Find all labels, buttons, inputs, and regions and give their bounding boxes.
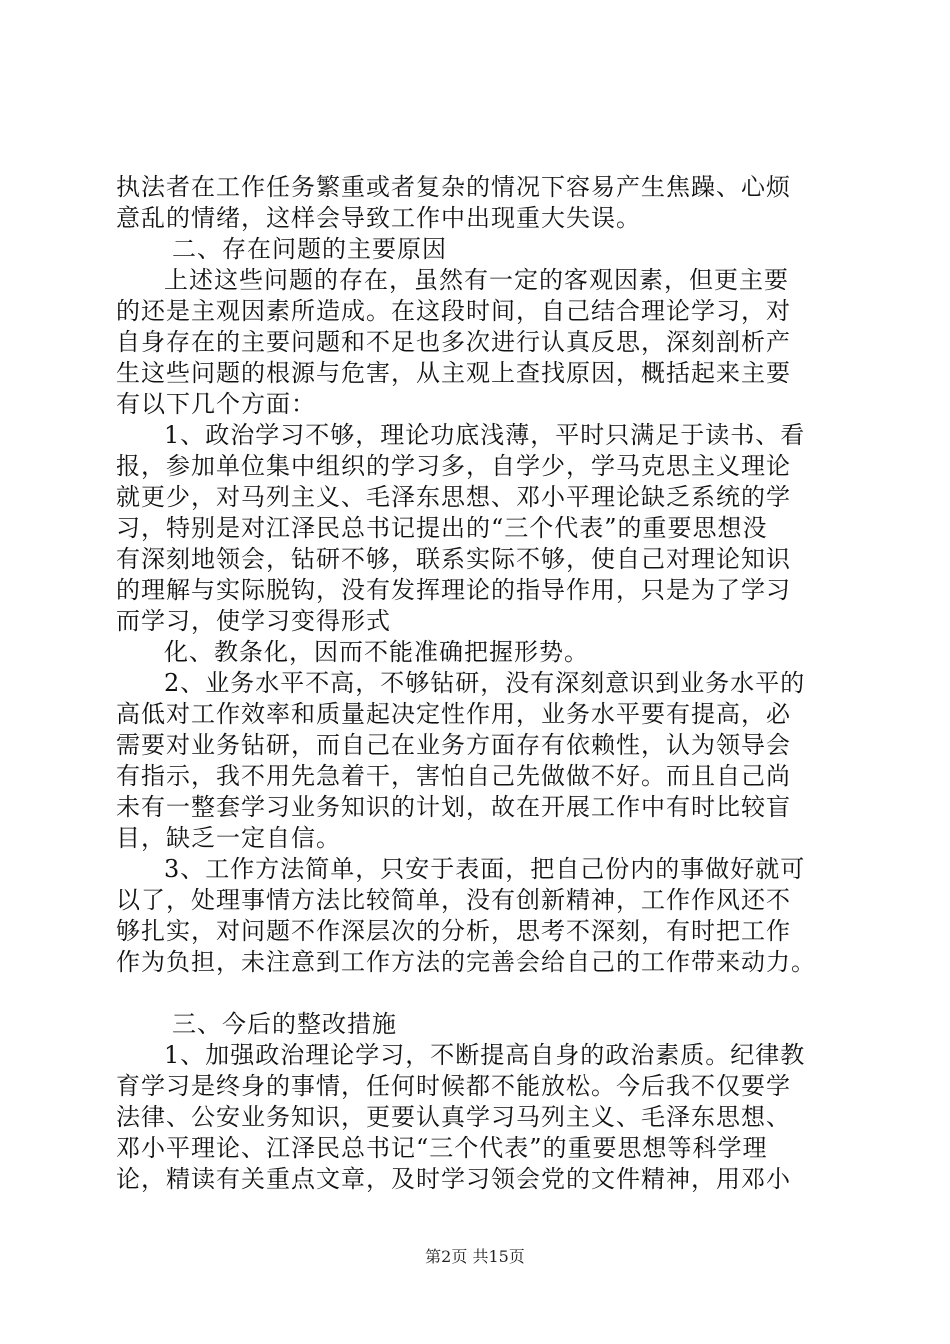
text-line: 就更少，对马列主义、毛泽东思想、邓小平理论缺乏系统的学	[116, 483, 791, 511]
blank-line	[116, 978, 846, 1009]
text-line: 生这些问题的根源与危害，从主观上查找原因，概括起来主要	[116, 359, 791, 387]
text-line: 高低对工作效率和质量起决定性作用，业务水平要有提高，必	[116, 700, 791, 728]
text-line: 作为负担，未注意到工作方法的完善会给自己的工作带来动力。	[116, 948, 816, 976]
text-line: 3、工作方法简单，只安于表面，把自己份内的事做好就可	[164, 855, 806, 883]
section-heading: 三、今后的整改措施	[172, 1010, 397, 1038]
text-line: 有以下几个方面：	[116, 390, 316, 418]
text-line: 有指示，我不用先急着干，害怕自己先做做不好。而且自己尚	[116, 762, 791, 790]
text-line: 法律、公安业务知识，更要认真学习马列主义、毛泽东思想、	[116, 1103, 791, 1131]
document-body	[116, 172, 846, 1195]
text-line: 有深刻地领会，钻研不够，联系实际不够，使自己对理论知识	[116, 545, 791, 573]
text-line: 需要对业务钻研，而自己在业务方面存有依赖性，认为领导会	[116, 731, 791, 759]
text-line: 论，精读有关重点文章，及时学习领会党的文件精神，用邓小	[116, 1165, 791, 1193]
text-line: 自身存在的主要问题和不足也多次进行认真反思，深刻剖析产	[116, 328, 791, 356]
text-line: 报，参加单位集中组织的学习多，自学少，学马克思主义理论	[116, 452, 791, 480]
text-line: 化、教条化，因而不能准确把握形势。	[164, 638, 589, 666]
text-line: 以了，处理事情方法比较简单，没有创新精神，工作作风还不	[116, 886, 791, 914]
text-line: 而学习，使学习变得形式	[116, 607, 391, 635]
text-line: 的理解与实际脱钩，没有发挥理论的指导作用，只是为了学习	[116, 576, 791, 604]
section-heading: 二、存在问题的主要原因	[172, 235, 447, 263]
text-line: 执法者在工作任务繁重或者复杂的情况下容易产生焦躁、心烦	[116, 173, 791, 201]
text-line: 够扎实，对问题不作深层次的分析，思考不深刻，有时把工作	[116, 917, 791, 945]
text-line: 意乱的情绪，这样会导致工作中出现重大失误。	[116, 204, 641, 232]
text-line: 未有一整套学习业务知识的计划，故在开展工作中有时比较盲	[116, 793, 791, 821]
text-line: 习，特别是对江泽民总书记提出的“三个代表”的重要思想没	[116, 514, 768, 542]
text-line: 育学习是终身的事情，任何时候都不能放松。今后我不仅要学	[116, 1072, 791, 1100]
text-line: 2、业务水平不高，不够钻研，没有深刻意识到业务水平的	[164, 669, 806, 697]
text-line: 上述这些问题的存在，虽然有一定的客观因素，但更主要	[164, 266, 789, 294]
text-line: 的还是主观因素所造成。在这段时间，自己结合理论学习，对	[116, 297, 791, 325]
page-footer: 第2页 共15页	[425, 1247, 525, 1266]
text-line: 1、加强政治理论学习，不断提高自身的政治素质。纪律教	[164, 1041, 806, 1069]
text-line: 1、政治学习不够，理论功底浅薄，平时只满足于读书、看	[164, 421, 806, 449]
text-line: 目，缺乏一定自信。	[116, 824, 341, 852]
text-line: 邓小平理论、江泽民总书记“三个代表”的重要思想等科学理	[116, 1134, 768, 1162]
